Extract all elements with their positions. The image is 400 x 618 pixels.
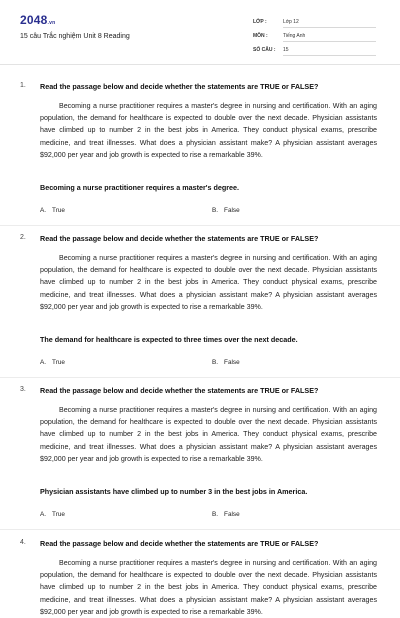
reading-passage: Becoming a nurse practitioner requires a master's degree in nursing and certification. With an aging population, the demand for healthcare is expected to double over the next decade. Physician assistants have climbed up to number 2 in the best jobs in America. They conduct physical exams, prescribe medicine, and treat illnesses. What does a physician assistant make? A physician assistant averages $92,000 per year and job growth is expected to rise a remarkable 39%. [40,254,377,311]
meta-subject-value: Tiếng Anh [283,33,376,42]
header-divider [0,64,400,65]
logo-suffix: .vn [47,20,56,26]
option-text: True [52,207,65,214]
question-number: 1. [20,82,26,89]
page-header [0,0,400,64]
option-b[interactable] [212,359,240,366]
question-number: 4. [20,539,26,546]
question-divider [0,225,400,226]
logo-text: 2048 [20,13,48,27]
question-number: 2. [20,234,26,241]
option-letter: A. [40,511,47,518]
option-letter: B. [212,207,219,214]
question-statement: The demand for healthcare is expected to three times over the next decade. [40,335,298,344]
question-prompt: Read the passage below and decide whether the statements are TRUE or FALSE? [40,539,319,548]
meta-count-label: SỐ CÂU : [253,47,276,53]
document-title: 15 câu Trắc nghiệm Unit 8 Reading [20,33,130,40]
question-statement: Becoming a nurse practitioner requires a master's degree. [40,183,240,192]
question-prompt: Read the passage below and decide whether the statements are TRUE or FALSE? [40,386,319,395]
question-prompt: Read the passage below and decide whether the statements are TRUE or FALSE? [40,82,319,91]
option-b[interactable] [212,207,240,214]
question-4 [20,539,378,616]
option-text: True [52,511,65,518]
question-divider [0,529,400,530]
meta-class-value: Lớp 12 [283,19,376,28]
reading-passage: Becoming a nurse practitioner requires a master's degree in nursing and certification. With an aging population, the demand for healthcare is expected to double over the next decade. Physician assistants have climbed up to number 2 in the best jobs in America. They conduct physical exams, prescribe medicine, and treat illnesses. What does a physician assistant make? A physician assistant averages $92,000 per year and job growth is expected to rise a remarkable 39%. [40,102,377,159]
option-text: False [224,511,240,518]
option-letter: B. [212,359,219,366]
question-number: 3. [20,386,26,393]
option-letter: A. [40,359,47,366]
question-divider [0,377,400,378]
site-logo[interactable] [20,13,55,27]
meta-class-label: LỚP : [253,19,267,25]
question-prompt: Read the passage below and decide whether the statements are TRUE or FALSE? [40,234,319,243]
option-text: True [52,359,65,366]
option-text: False [224,207,240,214]
option-a[interactable] [40,207,65,214]
meta-subject-label: MÔN : [253,33,268,39]
option-letter: B. [212,511,219,518]
option-a[interactable] [40,359,65,366]
option-b[interactable] [212,511,240,518]
reading-passage: Becoming a nurse practitioner requires a master's degree in nursing and certification. With an aging population, the demand for healthcare is expected to double over the next decade. Physician assistants have climbed up to number 2 in the best jobs in America. They conduct physical exams, prescribe medicine, and treat illnesses. What does a physician assistant make? A physician assistant averages $92,000 per year and job growth is expected to rise a remarkable 39%. [40,559,377,616]
question-statement: Physician assistants have climbed up to number 3 in the best jobs in America. [40,487,308,496]
option-letter: A. [40,207,47,214]
meta-count-value: 15 [283,47,376,56]
reading-passage: Becoming a nurse practitioner requires a master's degree in nursing and certification. With an aging population, the demand for healthcare is expected to double over the next decade. Physician assistants have climbed up to number 2 in the best jobs in America. They conduct physical exams, prescribe medicine, and treat illnesses. What does a physician assistant make? A physician assistant averages $92,000 per year and job growth is expected to rise a remarkable 39%. [40,406,377,463]
option-text: False [224,359,240,366]
option-a[interactable] [40,511,65,518]
